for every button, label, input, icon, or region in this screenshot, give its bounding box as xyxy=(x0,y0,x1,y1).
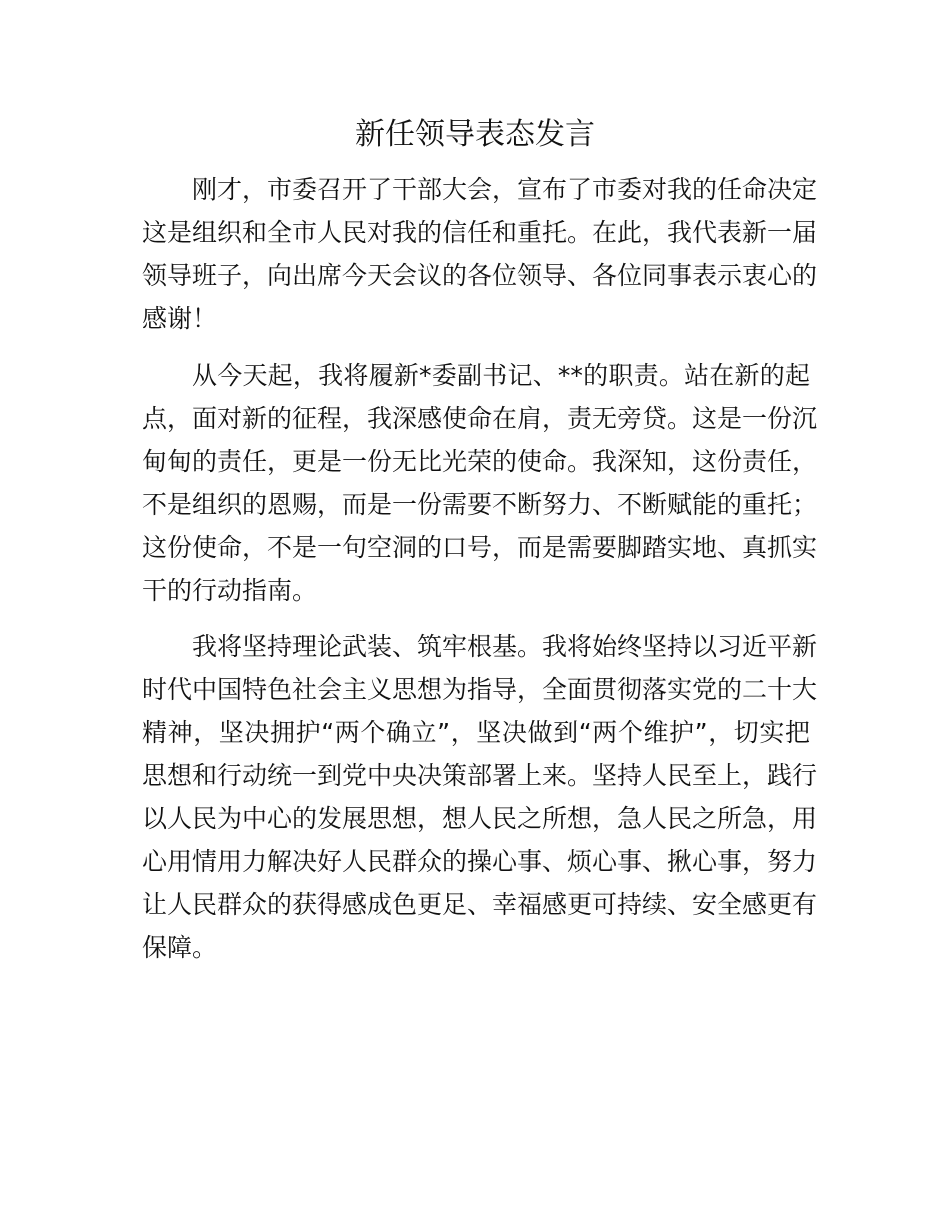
text-line: 干的行动指南。 xyxy=(142,576,318,605)
text-line: 我将坚持理论武装、筑牢根基。我将始终坚持以习近平新 xyxy=(192,632,818,661)
text-line: 甸甸的责任，更是一份无比光荣的使命。我深知，这份责任， xyxy=(142,447,818,476)
text-line: 让人民群众的获得感成色更足、幸福感更可持续、安全感更有 xyxy=(142,890,818,919)
text-line: 不是组织的恩赐，而是一份需要不断努力、不断赋能的重托； xyxy=(142,490,818,519)
text-line: 感谢！ xyxy=(142,304,218,333)
text-line: 领导班子，向出席今天会议的各位领导、各位同事表示衷心的 xyxy=(142,261,818,290)
text-line: 以人民为中心的发展思想，想人民之所想，急人民之所急，用 xyxy=(142,804,818,833)
text-line: 精神，坚决拥护“两个确立”，坚决做到“两个维护”，切实把 xyxy=(142,718,810,747)
text-line: 点，面对新的征程，我深感使命在肩，责无旁贷。这是一份沉 xyxy=(142,404,818,433)
text-line: 从今天起，我将履新*委副书记、**的职责。站在新的起 xyxy=(192,361,810,390)
paragraph-1 xyxy=(142,168,818,340)
text-line: 思想和行动统一到党中央决策部署上来。坚持人民至上，践行 xyxy=(142,761,818,790)
text-line: 这份使命，不是一句空洞的口号，而是需要脚踏实地、真抓实 xyxy=(142,533,818,562)
text-line: 心用情用力解决好人民群众的操心事、烦心事、揪心事，努力 xyxy=(142,847,818,876)
text-line: 时代中国特色社会主义思想为指导，全面贯彻落实党的二十大 xyxy=(142,675,818,704)
text-line: 这是组织和全市人民对我的信任和重托。在此，我代表新一届 xyxy=(142,218,818,247)
paragraph-3 xyxy=(142,625,818,969)
document-title: 新任领导表态发言 xyxy=(355,117,595,152)
paragraph-2 xyxy=(142,354,818,612)
text-line: 刚才，市委召开了干部大会，宣布了市委对我的任命决定 xyxy=(192,175,818,204)
text-line: 保障。 xyxy=(142,933,218,962)
